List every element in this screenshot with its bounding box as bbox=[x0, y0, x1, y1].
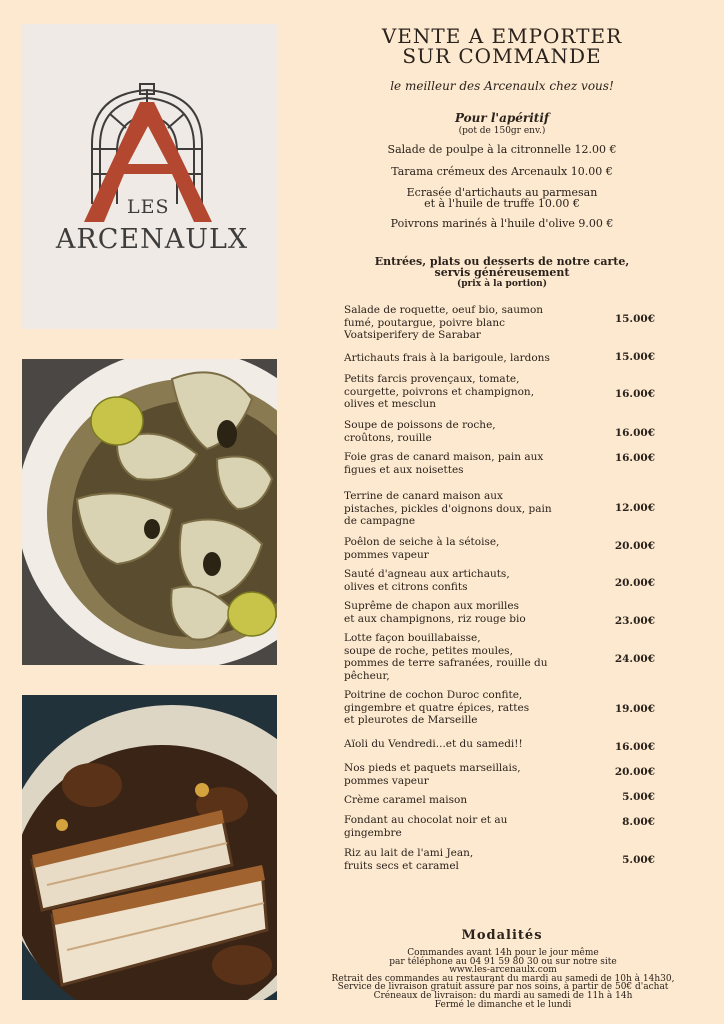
dish-price: 12.00€ bbox=[614, 502, 655, 514]
dish-name: Riz au lait de l'ami Jean, fruits secs et caramel bbox=[344, 847, 474, 872]
dish-name: Soupe de poissons de roche, croûtons, rouille bbox=[344, 419, 496, 444]
page-title bbox=[340, 26, 664, 66]
aperitif-item-text: Tarama crémeux des Arcenaulx 10.00 € bbox=[391, 165, 613, 178]
logo-emblem bbox=[22, 24, 277, 329]
aperitif-item bbox=[340, 218, 664, 229]
dish-price: 16.00€ bbox=[614, 427, 655, 439]
dish-name: Nos pieds et paquets marseillais, pommes vapeur bbox=[344, 762, 521, 787]
modalites-text bbox=[318, 949, 688, 1009]
dish-name: Suprême de chapon aux morilles et aux champignons, riz rouge bio bbox=[344, 600, 526, 625]
aperitif-subtitle: (pot de 150gr env.) bbox=[458, 126, 546, 136]
title-line-1: VENTE A EMPORTER bbox=[381, 24, 623, 48]
modalites-line: Fermé le dimanche et le lundi bbox=[434, 999, 572, 1010]
dish-name: Crème caramel maison bbox=[344, 794, 468, 806]
logo-top-text: LES bbox=[127, 196, 170, 218]
modalites-title: Modalités bbox=[461, 928, 543, 943]
modalites-line: par téléphone au 04 91 59 80 30 ou sur notre site bbox=[389, 956, 617, 967]
dish-name: Fondant au chocolat noir et au gingembre bbox=[344, 814, 508, 839]
menu-section-title bbox=[340, 256, 664, 278]
dish-price: 19.00€ bbox=[614, 703, 655, 715]
tagline: le meilleur des Arcenaulx chez vous! bbox=[390, 79, 614, 93]
dish-price: 23.00€ bbox=[614, 615, 655, 627]
artichoke-dish-photo bbox=[22, 359, 277, 665]
dish-price: 15.00€ bbox=[614, 351, 655, 363]
aperitif-title: Pour l'apéritif bbox=[454, 111, 550, 125]
modalites-line: www.les-arcenaulx.com bbox=[449, 965, 557, 976]
dish-price: 24.00€ bbox=[614, 653, 655, 665]
dish-price: 5.00€ bbox=[622, 854, 655, 866]
modalites-line: Service de livraison gratuit assuré par nos soins, à partir de 50€ d'achat bbox=[337, 982, 669, 993]
aperitif-item bbox=[340, 166, 664, 177]
dish-price: 5.00€ bbox=[622, 791, 655, 803]
aperitif-item-text: Ecrasée d'artichauts au parmesan bbox=[406, 186, 598, 199]
pork-belly-dish-photo bbox=[22, 695, 277, 1000]
aperitif-item bbox=[340, 187, 664, 209]
dish-name: Poitrine de cochon Duroc confite, gingembre et quatre épices, rattes et pleurotes de Marseille bbox=[344, 689, 530, 726]
dish-name: Salade de roquette, oeuf bio, saumon fumé, poutargue, poivre blanc Voatsiperifery de Sarabar bbox=[344, 304, 544, 341]
aperitif-item bbox=[340, 144, 664, 155]
dish-name: Terrine de canard maison aux pistaches, pickles d'oignons doux, pain de campagne bbox=[344, 490, 552, 527]
dish-price: 16.00€ bbox=[614, 741, 655, 753]
logo-bottom-text: ARCENAULX bbox=[55, 224, 249, 255]
dish-name: Foie gras de canard maison, pain aux figues et aux noisettes bbox=[344, 451, 544, 476]
dish-price: 16.00€ bbox=[614, 388, 655, 400]
restaurant-logo bbox=[22, 24, 277, 329]
dish-name: Lotte façon bouillabaisse, soupe de roche, petites moules, pommes de terre safranées, rouille du pêcheur, bbox=[344, 632, 548, 682]
dish-price: 20.00€ bbox=[614, 540, 655, 552]
aperitif-item-text: Poivrons marinés à l'huile d'olive 9.00 € bbox=[390, 217, 614, 230]
dish-name: Petits farcis provençaux, tomate, courgette, poivrons et champignon, olives et mesclun bbox=[344, 373, 535, 410]
dish-price: 8.00€ bbox=[622, 816, 655, 828]
menu-section-subtitle: (prix à la portion) bbox=[457, 279, 547, 289]
dish-price: 20.00€ bbox=[614, 766, 655, 778]
modalites-line: Retrait des commandes au restaurant du mardi au samedi de 10h à 14h30, bbox=[331, 973, 675, 984]
modalites-line: Commandes avant 14h pour le jour même bbox=[407, 948, 599, 958]
dish-price: 15.00€ bbox=[614, 313, 655, 325]
menu-title-line-2: servis généreusement bbox=[434, 266, 570, 279]
dish-price: 16.00€ bbox=[614, 452, 655, 464]
aperitif-item-text: et à l'huile de truffe 10.00 € bbox=[424, 197, 580, 210]
dish-price: 20.00€ bbox=[614, 577, 655, 589]
modalites-line: Créneaux de livraison: du mardi au samedi de 11h à 14h bbox=[373, 990, 633, 1001]
dish-name: Aïoli du Vendredi...et du samedi!! bbox=[344, 738, 523, 750]
aperitif-item-text: Salade de poulpe à la citronnelle 12.00 € bbox=[387, 143, 617, 156]
menu-title-line-1: Entrées, plats ou desserts de notre carte, bbox=[374, 255, 630, 268]
dish-name: Artichauts frais à la barigoule, lardons bbox=[344, 352, 550, 364]
dish-name: Poêlon de seiche à la sétoise, pommes vapeur bbox=[344, 536, 500, 561]
title-line-2: SUR COMMANDE bbox=[402, 44, 602, 68]
dish-name: Sauté d'agneau aux artichauts, olives et citrons confits bbox=[344, 568, 510, 593]
